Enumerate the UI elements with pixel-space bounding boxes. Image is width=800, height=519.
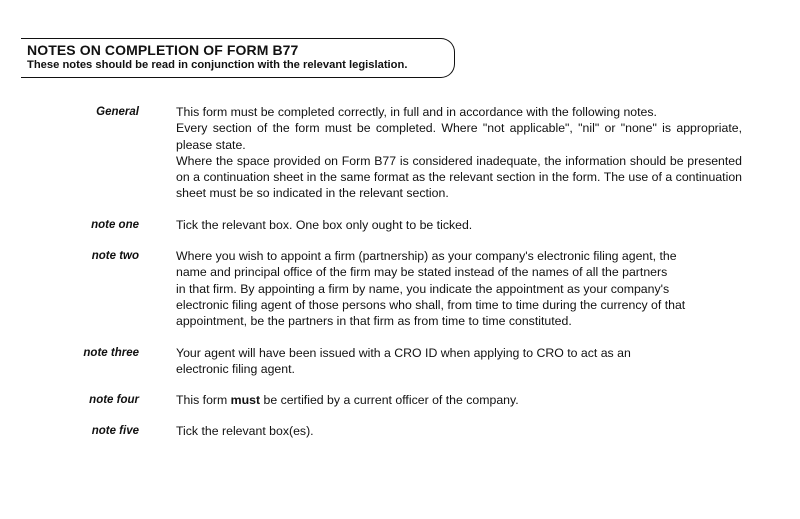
note-four-text-before: This form xyxy=(176,393,231,408)
page-subtitle: These notes should be read in conjunction with the relevant legislation. xyxy=(27,59,408,71)
note-body-three xyxy=(176,345,742,378)
note-label-general: General xyxy=(96,106,139,118)
note-general xyxy=(0,104,800,202)
note-one-text: Tick the relevant box. One box only ought to be ticked. xyxy=(176,217,473,232)
note-body-four xyxy=(176,392,742,408)
header-box xyxy=(21,38,455,78)
note-label-two: note two xyxy=(91,250,139,263)
note-three xyxy=(0,345,800,378)
note-two-line-1: Where you wish to appoint a firm (partnership) as your company's electronic filing agent, the xyxy=(176,249,677,264)
note-three-line-2: electronic filing agent. xyxy=(176,361,295,376)
note-label-five: note five xyxy=(91,425,139,438)
note-body-five xyxy=(176,423,742,439)
note-four-text-after: be certified by a current officer of the company. xyxy=(260,393,519,408)
note-two-line-3: in that firm. By appointing a firm by name, you indicate the appointment as your company's xyxy=(176,281,670,296)
note-two-line-5: appointment, be the partners in that firm as from time to time constituted. xyxy=(176,314,572,329)
general-paragraph-3: Where the space provided on Form B77 is considered inadequate, the information should be presented on a continuation sheet in the same format as the relevant section in the form. The use of a continuation sheet must be so indicated in the relevant section. xyxy=(176,153,742,201)
note-four-text xyxy=(176,392,742,408)
notes-list xyxy=(0,104,800,455)
note-label-four: note four xyxy=(89,394,139,407)
note-three-line-1: Your agent will have been issued with a CRO ID when applying to CRO to act as an xyxy=(176,345,631,360)
note-two-line-4: electronic filing agent of those persons who shall, from time to time during the currency of that xyxy=(176,297,686,312)
note-five-text: Tick the relevant box(es). xyxy=(176,424,314,439)
general-paragraph-1: This form must be completed correctly, in full and in accordance with the following notes. xyxy=(176,105,657,119)
note-body-general xyxy=(176,104,742,202)
general-paragraph-2: Every section of the form must be completed. Where "not applicable", "nil" or "none" is appropriate, please state. xyxy=(176,121,742,152)
note-label-one: note one xyxy=(91,218,139,231)
note-body-one xyxy=(176,217,742,233)
note-two-line-2: name and principal office of the firm may be stated instead of the names of all the partners xyxy=(176,265,668,280)
note-one xyxy=(0,217,800,233)
note-two xyxy=(0,248,800,329)
note-label-three: note three xyxy=(83,346,139,359)
note-five xyxy=(0,423,800,439)
note-four-emphasis: must xyxy=(230,393,261,408)
note-body-two xyxy=(176,248,742,329)
note-four xyxy=(0,392,800,408)
page-title: NOTES ON COMPLETION OF FORM B77 xyxy=(27,42,299,58)
